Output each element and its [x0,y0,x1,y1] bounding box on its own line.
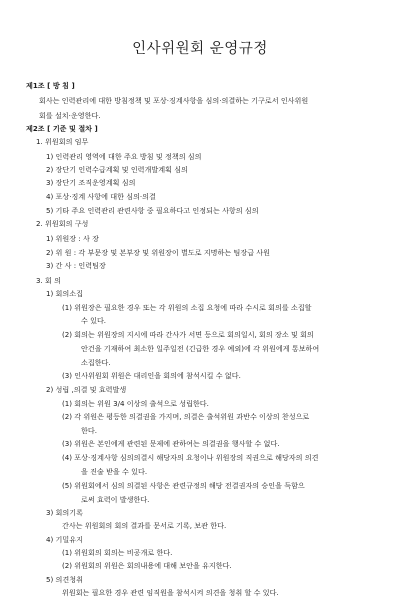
document-line: 1) 위원장 : 사 장 [46,234,99,243]
document-line: 회사는 인력관리에 대한 방침정책 및 포상·징계사항을 심의·의결하는 기구로서 인사위원 [39,96,309,105]
document-line: 위원회는 필요한 경우 관련 임직원을 참석시켜 의견을 청취 할 수 있다. [62,588,279,597]
document-line: (5) 위원회에서 심의 의결된 사항은 관련규정의 해당 전결권자의 승인을 득함으 [62,481,305,490]
document-line: 간사는 위원회의 회의 결과를 문서로 기록, 보관 한다. [62,521,227,530]
document-line: 수 있다. [81,316,107,325]
document-line: 1) 인력관리 영역에 대한 주요 방침 및 정책의 심의 [46,152,202,161]
document-line: 안건을 기재하여 최소한 일주일전 (긴급한 경우 예외)에 각 위원에게 통보하여 [81,344,320,353]
document-line: 2) 장단기 인력수급계획 및 인력개발계획 심의 [46,165,188,174]
document-line: 1) 회의소집 [46,289,83,298]
document-line: 5) 의견청취 [46,575,83,584]
document-line: 3. 회 의 [36,276,61,285]
document-line: 1. 위원회의 임무 [36,137,89,146]
document-line: 4) 기밀유지 [46,535,83,544]
document-line: (2) 각 위원은 평등한 의결권을 가지며, 의결은 출석위원 과반수 이상의 찬성으로 [62,412,310,421]
document-line: 3) 간 사 : 인력팀장 [46,261,106,270]
document-line: (2) 위원회의 위원은 회의내용에 대해 보안을 유지한다. [62,561,232,570]
document-line: 4) 포상·징계 사항에 대한 심의·의결 [46,192,156,201]
document-line: (2) 회의는 위원장의 지시에 따라 간사가 서면 등으로 회의일시, 회의 장소 및 회의 [62,330,314,339]
document-line: 회를 설치·운영한다. [39,111,101,120]
document-line: 3) 장단기 조직운영계획 심의 [46,178,136,187]
document-line: 을 진술 받을 수 있다. [81,467,148,476]
document-line: 3) 회의기록 [46,508,83,517]
document-line: 2) 위 원 : 각 부문장 및 본부장 및 위원장이 별도로 지명하는 팀장급 사원 [46,248,271,257]
document-line: 2. 위원회의 구성 [36,219,89,228]
document-line: 로써 효력이 발생한다. [81,495,150,504]
document-title: 인사위원회 운영규정 [132,41,268,57]
document-line: (4) 포상·징계사항 심의의결시 해당자의 요청이나 위원장의 직권으로 해당자의 의견 [62,453,319,462]
document-line: 소집한다. [81,358,111,367]
document-line: (1) 회의는 위원 3/4 이상의 출석으로 성립한다. [62,399,209,408]
document-line: (3) 인사위원회 위원은 대리인을 회의에 참석시킬 수 없다. [62,371,241,380]
article-heading: 제1조 [ 방 침 ] [26,81,75,90]
document-line: 5) 기타 주요 인력관리 관련사항 중 필요하다고 인정되는 사항의 심의 [46,206,259,215]
article-heading: 제2조 [ 기준 및 절차 ] [26,124,98,133]
document-line: (1) 위원회의 회의는 비공개로 한다. [62,548,173,557]
document-line: (3) 위원은 본인에게 관련된 문제에 관하여는 의결권을 행사할 수 없다. [62,439,280,448]
document-line: 2) 성립 ,의결 및 효력발생 [46,385,127,394]
document-line: 한다. [81,426,97,435]
document-line: (1) 위원장은 필요한 경우 또는 각 위원의 소집 요청에 따라 수시로 회의를 소집할 [62,303,312,312]
